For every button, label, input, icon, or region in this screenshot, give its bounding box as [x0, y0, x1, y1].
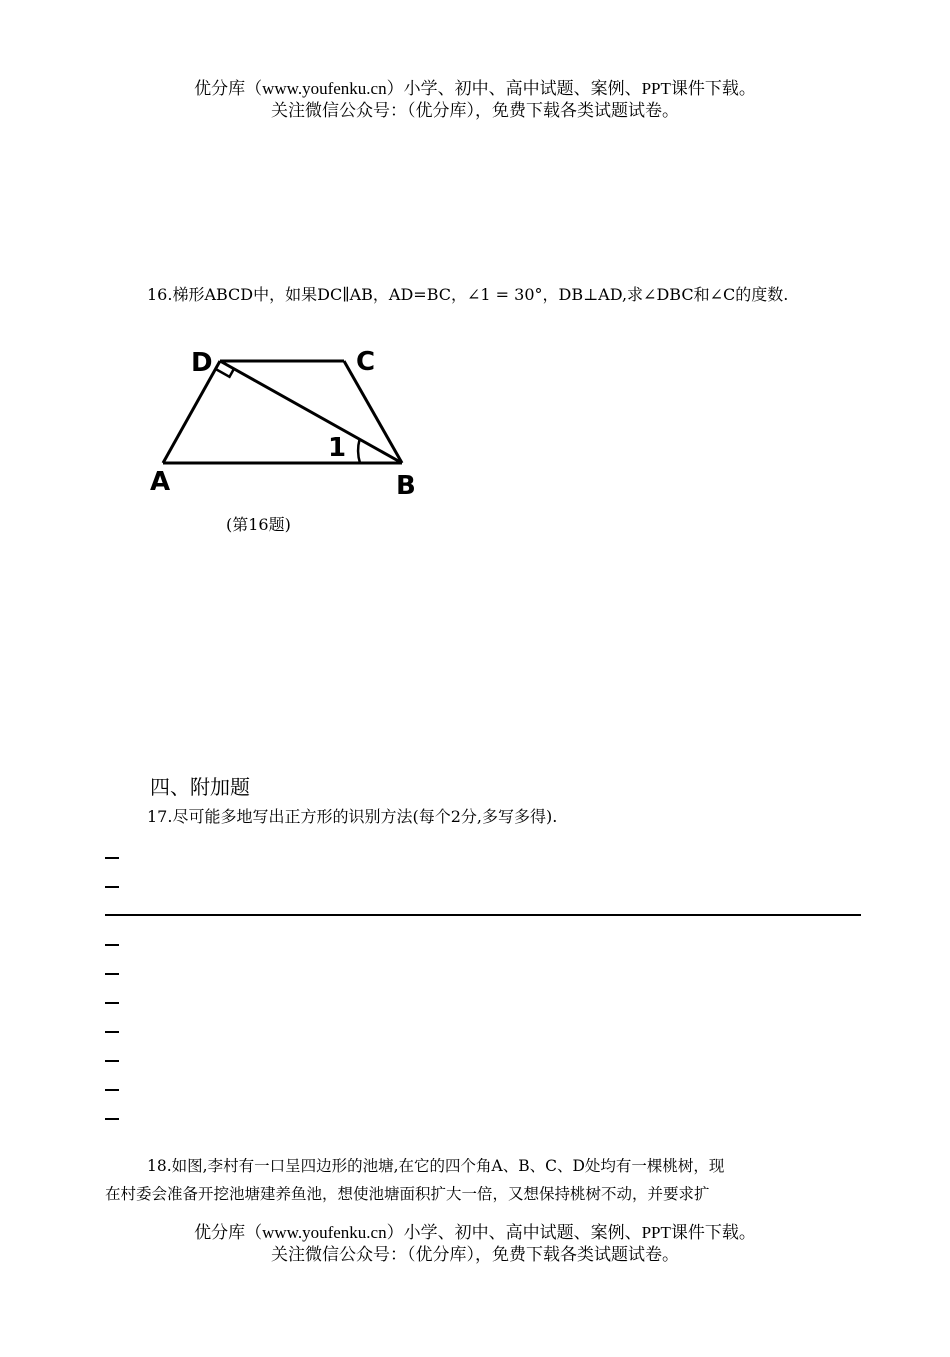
- vertex-c-label: C: [356, 347, 376, 377]
- question-18-line-2: 在村委会准备开挖池塘建养鱼池，想使池塘面积扩大一倍，又想保持桃树不动，并要求扩: [105, 1185, 710, 1203]
- vertex-a-label: A: [150, 467, 171, 497]
- footer-line-1: 优分库（www.youfenku.cn）小学、初中、高中试题、案例、PPT课件下载。: [194, 1223, 756, 1242]
- vertex-d-label: D: [191, 348, 213, 378]
- question-16-text: 16.梯形ABCD中，如果DC∥AB，AD=BC，∠1 = 30°，DB⊥AD,求∠DBC和∠C的度数.: [147, 285, 789, 304]
- answer-line: [105, 886, 119, 888]
- figure-16-caption: (第16题): [226, 515, 291, 534]
- angle-1-arc: [358, 439, 360, 463]
- answer-line: [105, 1002, 119, 1004]
- trapezoid-figure: [140, 340, 430, 500]
- answer-line-long: [105, 914, 861, 916]
- section-title: 四、附加题: [150, 775, 250, 799]
- footer-line-2: 关注微信公众号：（优分库），免费下载各类试题试卷。: [271, 1245, 679, 1264]
- answer-line: [105, 1031, 119, 1033]
- header-line-1: 优分库（www.youfenku.cn）小学、初中、高中试题、案例、PPT课件下载。: [194, 79, 756, 98]
- answer-line: [105, 944, 119, 946]
- answer-line: [105, 973, 119, 975]
- right-angle-mark: [216, 369, 234, 377]
- answer-line: [105, 1060, 119, 1062]
- answer-line: [105, 1118, 119, 1120]
- answer-line: [105, 1089, 119, 1091]
- question-18-line-1: 18.如图,李村有一口呈四边形的池塘,在它的四个角A、B、C、D处均有一棵桃树，现: [147, 1157, 725, 1175]
- vertex-b-label: B: [396, 471, 416, 500]
- angle-1-label: 1: [328, 433, 347, 463]
- header-line-2: 关注微信公众号：（优分库），免费下载各类试题试卷。: [271, 101, 679, 120]
- answer-line: [105, 857, 119, 859]
- question-17-text: 17.尽可能多地写出正方形的识别方法(每个2分,多写多得).: [147, 807, 558, 826]
